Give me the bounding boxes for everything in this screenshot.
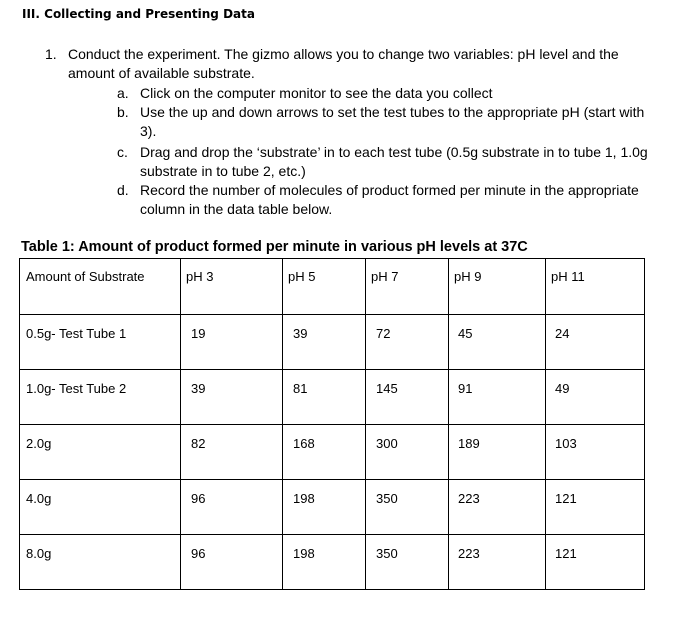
table-cell: 350 xyxy=(366,535,449,590)
column-header: pH 7 xyxy=(366,259,449,315)
table-cell: 24 xyxy=(546,315,645,370)
sub-item-text: Use the up and down arrows to set the test tubes to the appropriate pH (start with 3). xyxy=(140,104,645,139)
table-cell: 39 xyxy=(283,315,366,370)
table-cell: 4.0g xyxy=(20,480,181,535)
table-row xyxy=(20,535,645,590)
table-cell: 198 xyxy=(283,535,366,590)
sub-item-marker: d. xyxy=(117,182,129,198)
table-cell: 2.0g xyxy=(20,425,181,480)
table-row xyxy=(20,425,645,480)
sub-item-marker: c. xyxy=(117,144,128,160)
table-cell: 1.0g- Test Tube 2 xyxy=(20,370,181,425)
table-cell: 189 xyxy=(449,425,546,480)
data-table xyxy=(19,258,645,590)
sub-item-text: Drag and drop the ‘substrate’ in to each test tube (0.5g substrate in to tube 1, 1.0g substrate in to tube 2, etc.) xyxy=(140,144,648,179)
table-row xyxy=(20,480,645,535)
table-cell: 121 xyxy=(546,535,645,590)
table-cell: 49 xyxy=(546,370,645,425)
table-cell: 145 xyxy=(366,370,449,425)
table-cell: 39 xyxy=(181,370,283,425)
column-header: pH 5 xyxy=(283,259,366,315)
table-cell: 45 xyxy=(449,315,546,370)
section-heading: III. Collecting and Presenting Data xyxy=(22,7,255,21)
table-cell: 300 xyxy=(366,425,449,480)
table-cell: 96 xyxy=(181,535,283,590)
table-cell: 350 xyxy=(366,480,449,535)
table-title: Table 1: Amount of product formed per minute in various pH levels at 37C xyxy=(21,239,528,255)
table-cell: 96 xyxy=(181,480,283,535)
sub-item-text: Click on the computer monitor to see the data you collect xyxy=(140,85,493,101)
sub-item-marker: a. xyxy=(117,85,129,101)
table-cell: 19 xyxy=(181,315,283,370)
table-cell: 72 xyxy=(366,315,449,370)
table-cell: 121 xyxy=(546,480,645,535)
table-row xyxy=(20,370,645,425)
column-header: Amount of Substrate xyxy=(20,259,181,315)
column-header: pH 3 xyxy=(181,259,283,315)
table-cell: 82 xyxy=(181,425,283,480)
sub-item-text: Record the number of molecules of product formed per minute in the appropriate column in the data table below. xyxy=(140,182,639,217)
sub-item-marker: b. xyxy=(117,104,129,120)
table-cell: 168 xyxy=(283,425,366,480)
table-cell: 198 xyxy=(283,480,366,535)
column-header: pH 9 xyxy=(449,259,546,315)
table-cell: 223 xyxy=(449,535,546,590)
table-header-row xyxy=(20,259,645,315)
instruction-text: Conduct the experiment. The gizmo allows you to change two variables: pH level and the amount of available substrate. xyxy=(68,46,619,81)
column-header: pH 11 xyxy=(546,259,645,315)
list-marker: 1. xyxy=(45,46,57,62)
table-row xyxy=(20,315,645,370)
table-cell: 81 xyxy=(283,370,366,425)
table-cell: 103 xyxy=(546,425,645,480)
table-cell: 0.5g- Test Tube 1 xyxy=(20,315,181,370)
table-cell: 91 xyxy=(449,370,546,425)
table-cell: 223 xyxy=(449,480,546,535)
table-cell: 8.0g xyxy=(20,535,181,590)
